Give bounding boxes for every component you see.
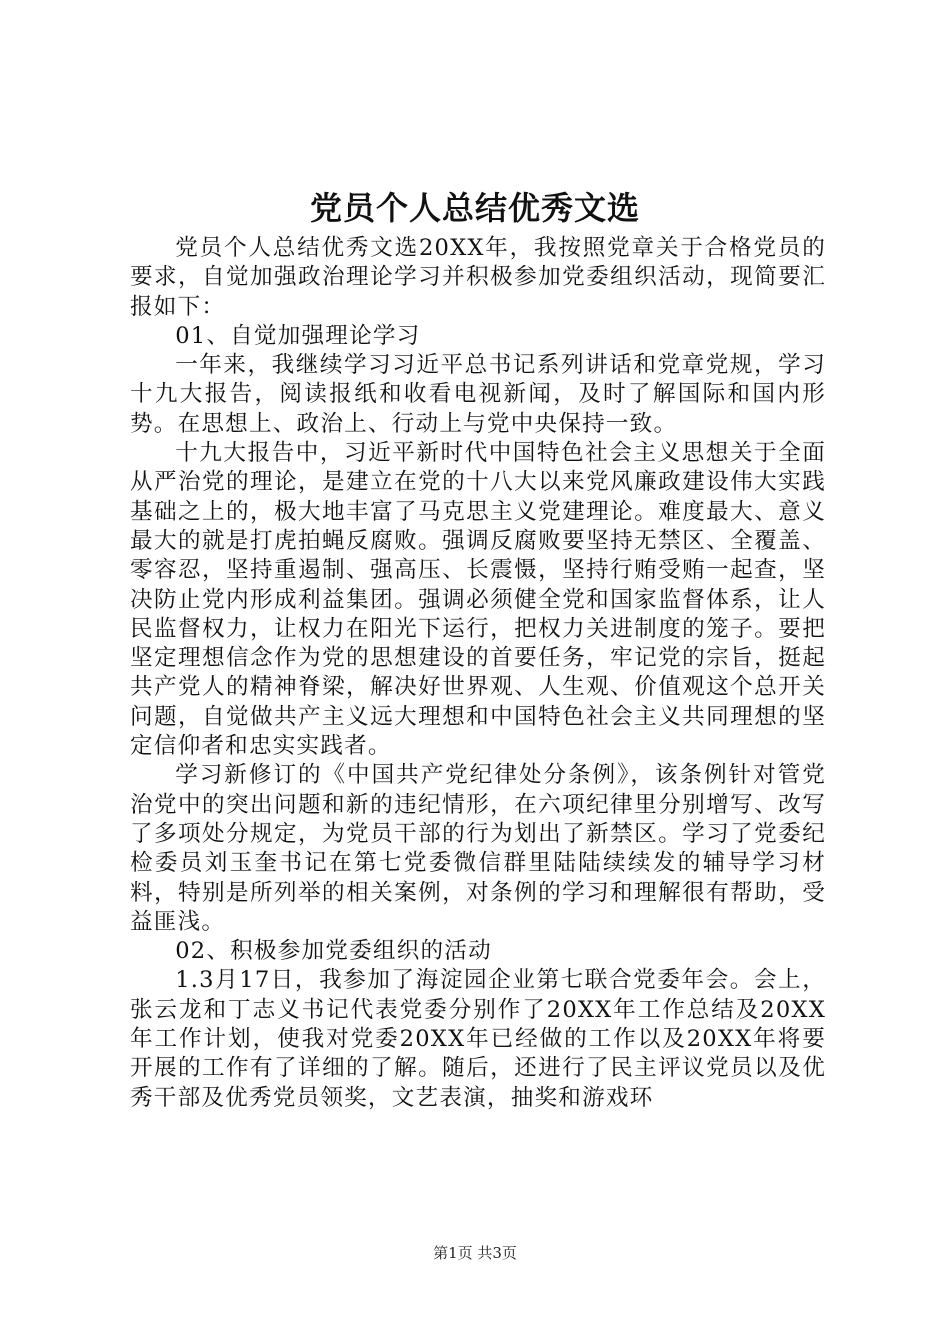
intro-paragraph: 党员个人总结优秀文选20XX年，我按照党章关于合格党员的要求，自觉加强政治理论学习并积极参加党委组织活动，现简要汇报如下：: [130, 235, 826, 320]
body-paragraph: 十九大报告中，习近平新时代中国特色社会主义思想关于全面从严治党的理论，是建立在党的十八大以来党风廉政建设伟大实践基础之上的，极大地丰富了马克思主义党建理论。难度最大、意义最大的就是打虎拍蝇反腐败。强调反腐败要坚持无禁区、全覆盖、零容忍，坚持重遏制、强高压、长震慑，坚持行贿受贿一起查，坚决防止党内形成利益集团。强调必须健全党和国家监督体系，让人民监督权力，让权力在阳光下运行，把权力关进制度的笼子。要把坚定理想信念作为党的思想建设的首要任务，牢记党的宗旨，挺起共产党人的精神脊梁，解决好世界观、人生观、价值观这个总开关问题，自觉做共产主义远大理想和中国特色社会主义共同理想的坚定信仰者和忠实实践者。: [130, 440, 826, 760]
page-footer: 第1页 共3页: [433, 1244, 517, 1262]
body-paragraph: 学习新修订的《中国共产党纪律处分条例》，该条例针对管党治党中的突出问题和新的违纪情形，在六项纪律里分别增写、改写了多项处分规定，为党员干部的行为划出了新禁区。学习了党委纪检委员刘玉奎书记在第七党委微信群里陆陆续续发的辅导学习材料，特别是所列举的相关案例，对条例的学习和理解很有帮助，受益匪浅。: [130, 762, 826, 935]
document-title: 党员个人总结优秀文选: [309, 189, 640, 227]
section-heading-2: 02、积极参加党委组织的活动: [175, 938, 492, 965]
document-body: [130, 234, 826, 1113]
section-heading-1: 01、自觉加强理论学习: [175, 322, 421, 349]
body-paragraph: 一年来，我继续学习习近平总书记系列讲话和党章党规，学习十九大报告，阅读报纸和收看电视新闻，及时了解国际和国内形势。在思想上、政治上、行动上与党中央保持一致。: [130, 352, 826, 437]
body-paragraph: 1.3月17日，我参加了海淀园企业第七联合党委年会。会上，张云龙和丁志义书记代表党委分别作了20XX年工作总结及20XX年工作计划，使我对党委20XX年已经做的工作以及20XX年将要开展的工作有了详细的了解。随后，还进行了民主评议党员以及优秀干部及优秀党员领奖，文艺表演，抽奖和游戏环: [130, 967, 826, 1111]
